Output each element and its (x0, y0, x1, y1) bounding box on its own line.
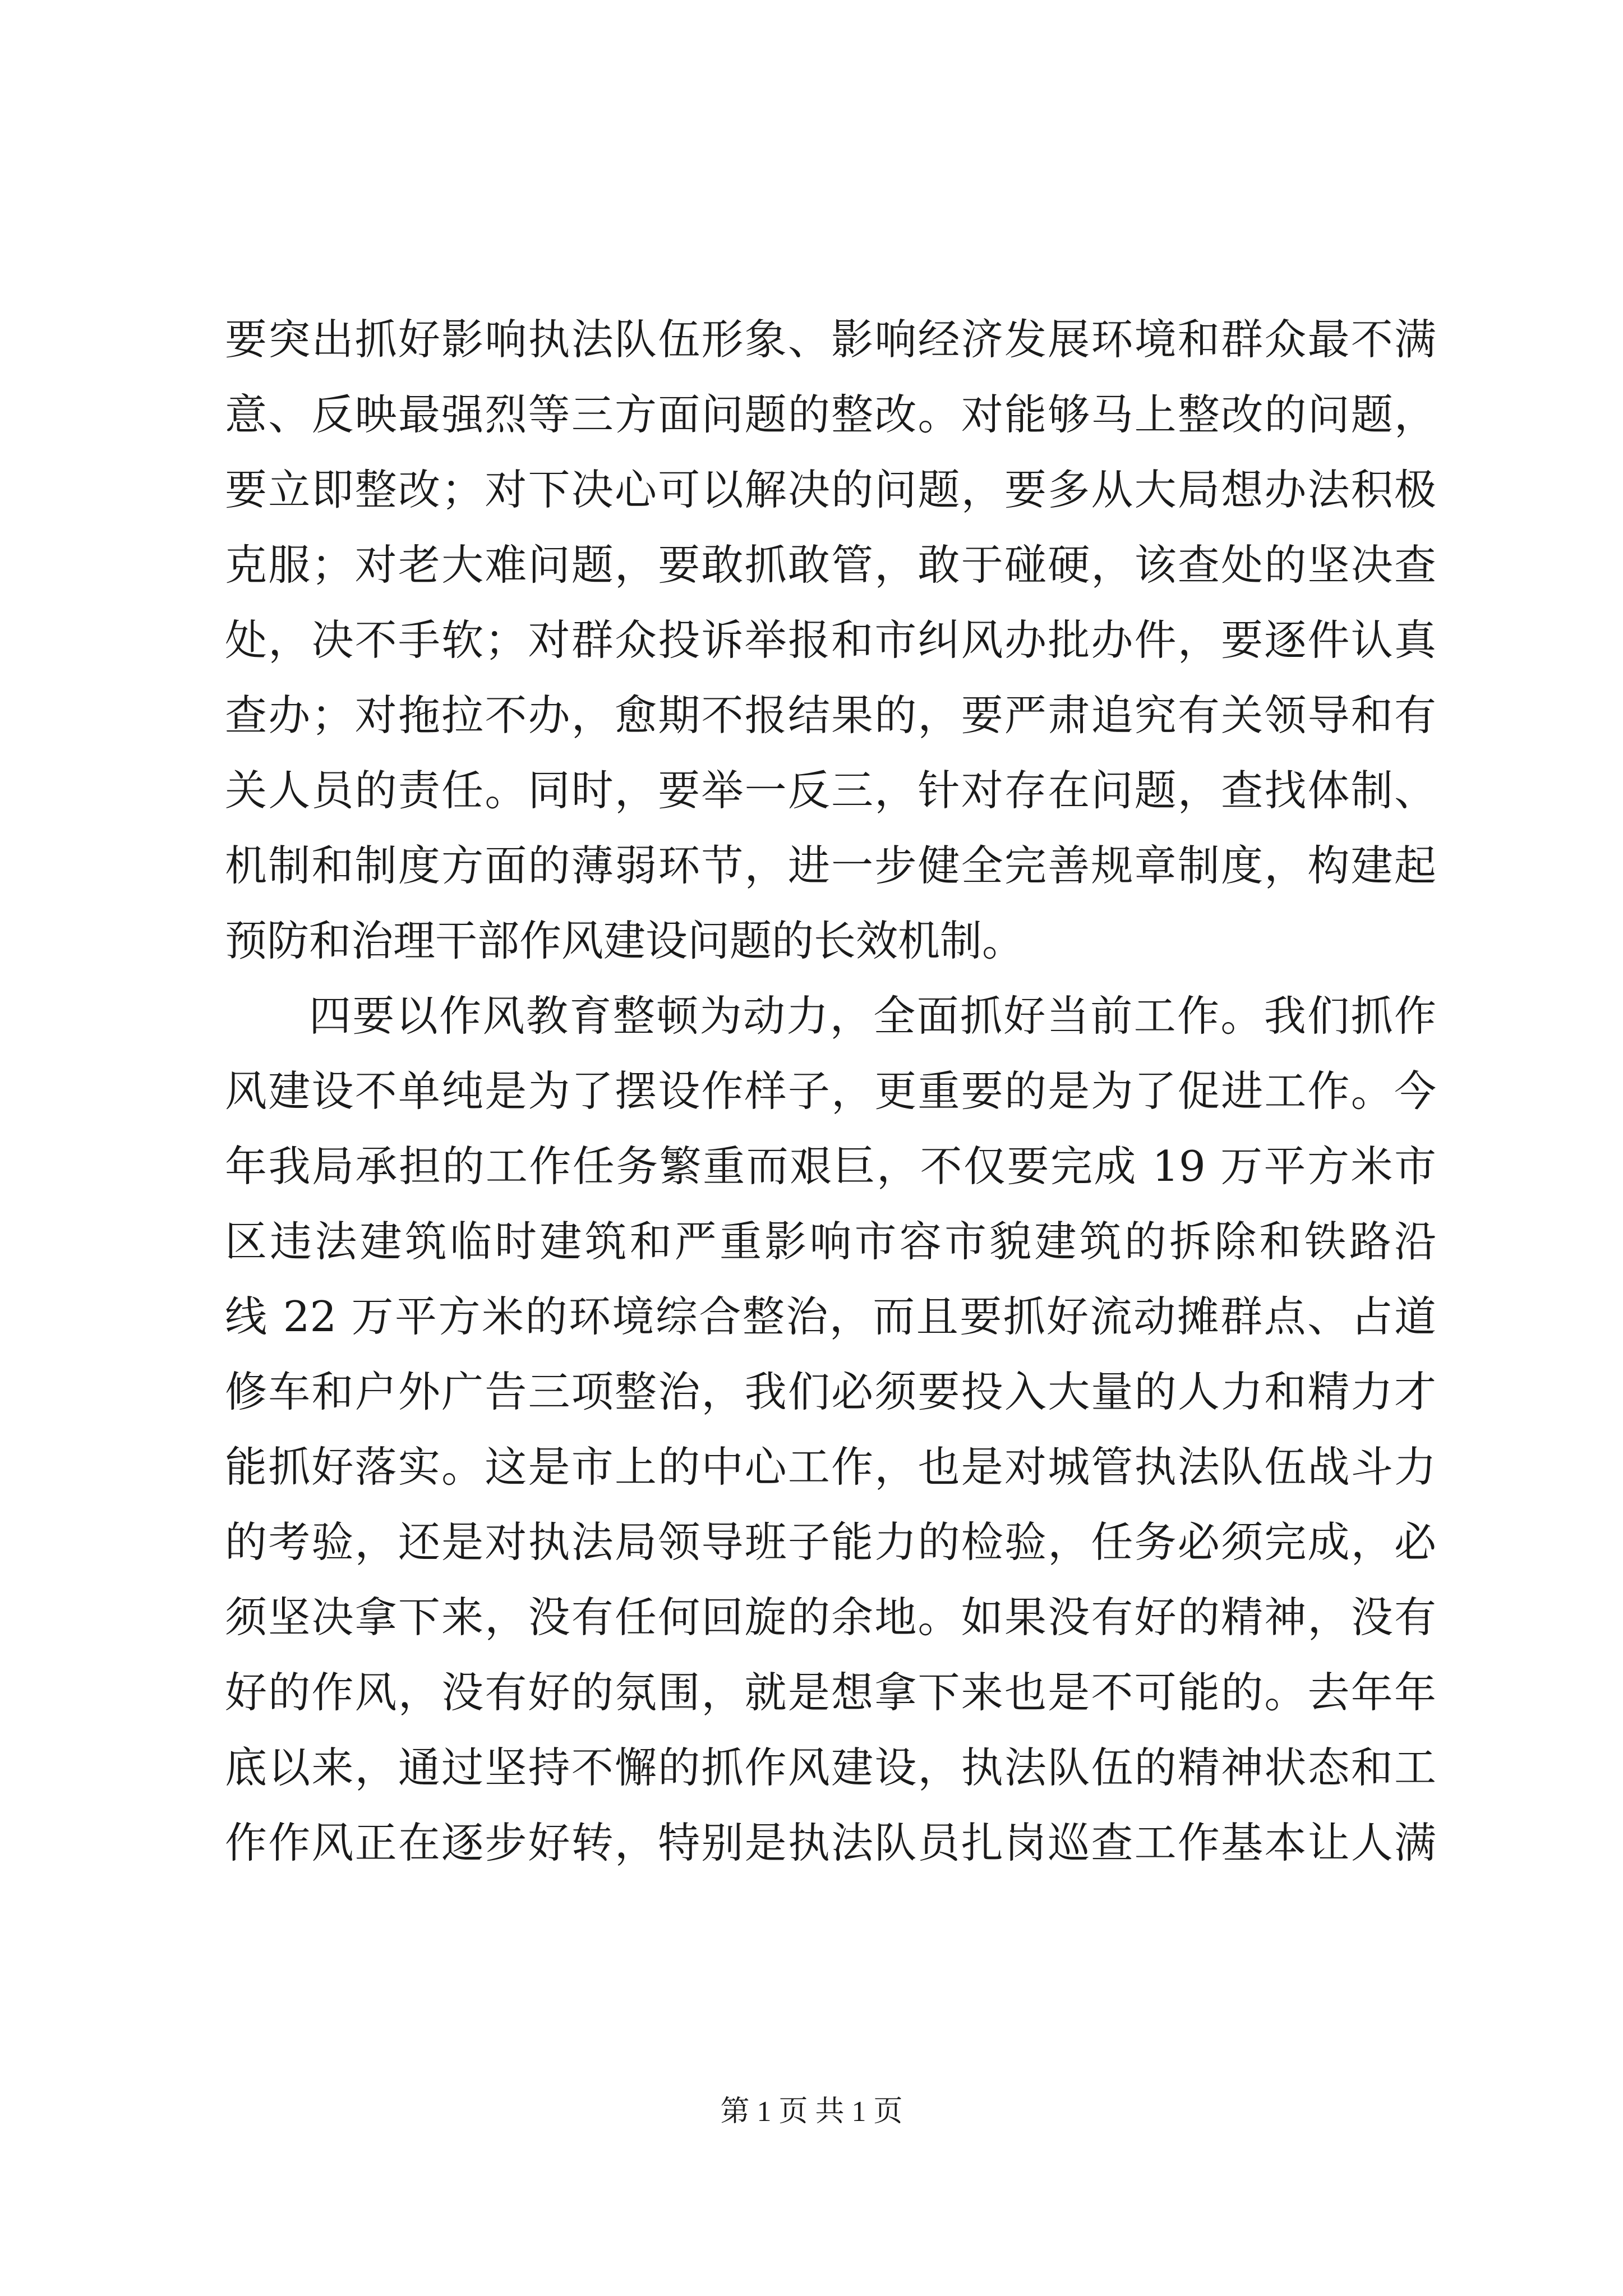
text-line: 处，决不手软；对群众投诉举报和市纠风办批办件，要逐件认真 (225, 615, 1436, 665)
text-line: 底以来，通过坚持不懈的抓作风建设，执法队伍的精神状态和工 (225, 1743, 1436, 1792)
text-line: 区违法建筑临时建筑和严重影响市容市貌建筑的拆除和铁路沿 (225, 1217, 1436, 1266)
text-line: 风建设不单纯是为了摆设作样子，更重要的是为了促进工作。今 (225, 1066, 1436, 1116)
text-line: 的考验，还是对执法局领导班子能力的检验，任务必须完成，必 (225, 1517, 1436, 1567)
text-line: 机制和制度方面的薄弱环节，进一步健全完善规章制度，构建起 (225, 841, 1436, 890)
text-line: 好的作风，没有好的氛围，就是想拿下来也是不可能的。去年年 (225, 1668, 1436, 1717)
text-line: 能抓好落实。这是市上的中心工作，也是对城管执法队伍战斗力 (225, 1442, 1436, 1492)
text-line: 年我局承担的工作任务繁重而艰巨，不仅要完成 19 万平方米市 (225, 1142, 1436, 1191)
text-line: 要突出抓好影响执法队伍形象、影响经济发展环境和群众最不满 (225, 315, 1436, 364)
text-line: 预防和治理干部作风建设问题的长效机制。 (225, 916, 1025, 965)
text-line: 查办；对拖拉不办，愈期不报结果的，要严肃追究有关领导和有 (225, 691, 1436, 740)
page-footer: 第 1 页 共 1 页 (720, 2096, 903, 2128)
text-line: 关人员的责任。同时，要举一反三，针对存在问题，查找体制、 (225, 766, 1436, 815)
text-line: 线 22 万平方米的环境综合整治，而且要抓好流动摊群点、占道 (225, 1292, 1436, 1341)
text-line: 须坚决拿下来，没有任何回旋的余地。如果没有好的精神，没有 (225, 1593, 1436, 1642)
text-line: 克服；对老大难问题，要敢抓敢管，敢于碰硬，该查处的坚决查 (225, 540, 1436, 590)
text-line: 作作风正在逐步好转，特别是执法队员扎岗巡查工作基本让人满 (225, 1818, 1436, 1867)
text-line: 修车和户外广告三项整治，我们必须要投入大量的人力和精力才 (225, 1367, 1436, 1416)
text-line: 四要以作风教育整顿为动力，全面抓好当前工作。我们抓作 (309, 991, 1436, 1041)
text-line: 意、反映最强烈等三方面问题的整改。对能够马上整改的问题， (225, 390, 1436, 439)
text-line: 要立即整改；对下决心可以解决的问题，要多从大局想办法积极 (225, 465, 1436, 514)
